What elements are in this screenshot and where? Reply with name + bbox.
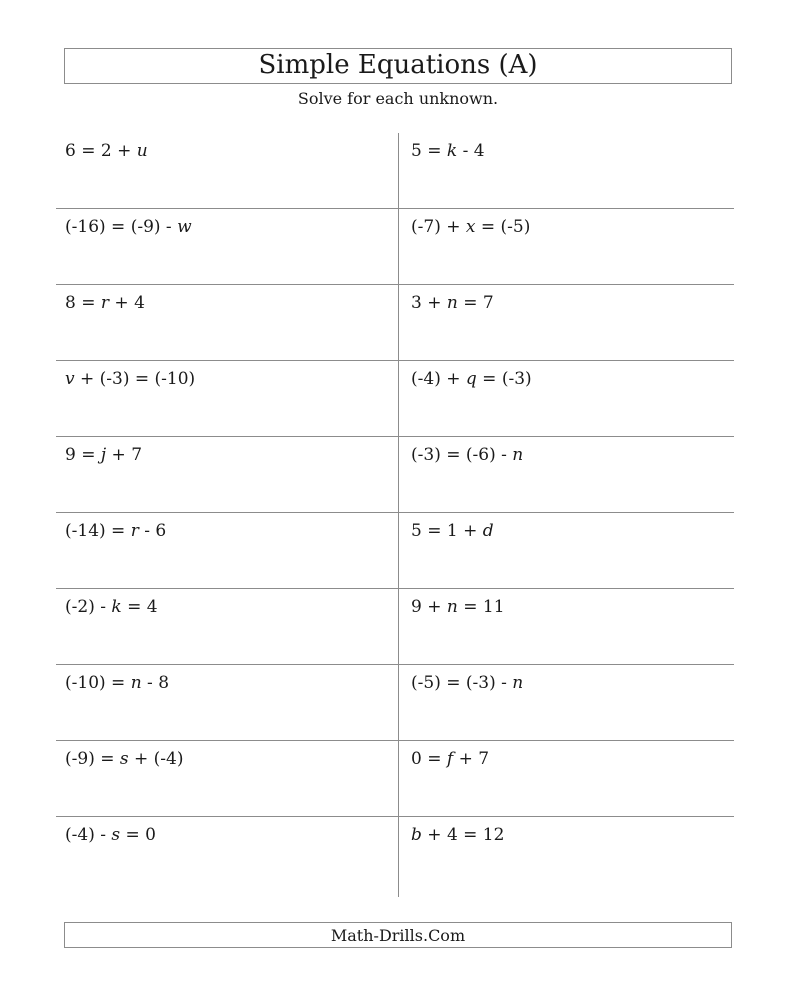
problem-row	[56, 741, 734, 817]
equation-part: (-9) =	[65, 749, 120, 769]
problem-row	[56, 285, 734, 361]
equation-part: = (-3)	[476, 369, 532, 389]
equation-part: (-4) +	[411, 369, 466, 389]
unknown-variable: s	[119, 749, 129, 769]
equation-part: + 4	[109, 293, 145, 313]
unknown-variable: q	[465, 369, 477, 389]
equation-left	[65, 141, 148, 161]
unknown-variable: b	[411, 825, 422, 845]
equation-part: = 4	[121, 597, 158, 617]
equation-right	[411, 141, 485, 161]
problem-row	[56, 665, 734, 741]
unknown-variable: n	[130, 673, 142, 693]
unknown-variable: n	[512, 673, 524, 693]
equation-right	[411, 445, 523, 465]
equation-part: 5 = 1 +	[411, 521, 483, 541]
equation-part: + 4 = 12	[421, 825, 505, 845]
worksheet-title: Simple Equations (A)	[258, 50, 538, 80]
equation-part: (-14) =	[65, 521, 131, 541]
equation-right	[411, 521, 494, 541]
problem-row	[56, 209, 734, 285]
equation-right	[411, 293, 494, 313]
problem-row	[56, 817, 734, 893]
equation-part: = (-5)	[475, 217, 531, 237]
unknown-variable: d	[482, 521, 494, 541]
unknown-variable: s	[111, 825, 121, 845]
equation-right	[411, 673, 523, 693]
equation-left	[65, 597, 158, 617]
equation-left	[65, 369, 195, 389]
problem-row	[56, 437, 734, 513]
equation-part: (-10) =	[65, 673, 131, 693]
equation-part: 3 +	[411, 293, 447, 313]
equation-part: 6 = 2 +	[65, 141, 137, 161]
footer-box	[64, 922, 732, 948]
equation-right	[411, 369, 532, 389]
equation-part: + 7	[106, 445, 143, 465]
equation-part: (-5) = (-3) -	[411, 673, 513, 693]
unknown-variable: r	[130, 521, 139, 541]
equation-part: 8 =	[65, 293, 101, 313]
equation-left	[65, 749, 184, 769]
equation-part: = 0	[120, 825, 156, 845]
unknown-variable: w	[177, 217, 192, 237]
problem-row	[56, 361, 734, 437]
equation-part: = 11	[457, 597, 505, 617]
unknown-variable: r	[100, 293, 110, 313]
unknown-variable: v	[65, 369, 75, 389]
equation-part: (-16) = (-9) -	[65, 217, 178, 237]
title-box	[64, 48, 732, 84]
equation-left	[65, 825, 156, 845]
equation-part: (-2) -	[65, 597, 112, 617]
equation-part: (-4) -	[65, 825, 112, 845]
equation-right	[411, 825, 504, 845]
unknown-variable: n	[446, 597, 458, 617]
equation-part: 9 +	[411, 597, 447, 617]
problem-grid	[56, 133, 734, 897]
equation-left	[65, 673, 169, 693]
equation-left	[65, 217, 192, 237]
problem-row	[56, 133, 734, 209]
unknown-variable: k	[446, 141, 458, 161]
unknown-variable: n	[446, 293, 458, 313]
unknown-variable: x	[465, 217, 476, 237]
equation-part: (-3) = (-6) -	[411, 445, 513, 465]
equation-right	[411, 749, 489, 769]
equation-part: 0 =	[411, 749, 447, 769]
equation-part: 5 =	[411, 141, 447, 161]
equation-part: = 7	[457, 293, 494, 313]
equation-right	[411, 597, 505, 617]
equation-part: 9 =	[65, 445, 101, 465]
unknown-variable: k	[111, 597, 122, 617]
unknown-variable: u	[136, 141, 148, 161]
equation-part: + 7	[453, 749, 490, 769]
worksheet-instructions: Solve for each unknown.	[297, 89, 499, 108]
equation-right	[411, 217, 530, 237]
footer-source: Math-Drills.Com	[330, 925, 466, 945]
problem-row	[56, 513, 734, 589]
equation-left	[65, 293, 145, 313]
equation-part: - 6	[138, 521, 167, 541]
equation-left	[65, 445, 142, 465]
problem-row	[56, 589, 734, 665]
equation-part: + (-4)	[128, 749, 184, 769]
equation-part: - 8	[141, 673, 170, 693]
equation-left	[65, 521, 166, 541]
equation-part: + (-3) = (-10)	[74, 369, 196, 389]
unknown-variable: f	[446, 749, 454, 769]
unknown-variable: j	[100, 445, 107, 465]
unknown-variable: n	[512, 445, 524, 465]
equation-part: (-7) +	[411, 217, 466, 237]
equation-part: - 4	[457, 141, 485, 161]
